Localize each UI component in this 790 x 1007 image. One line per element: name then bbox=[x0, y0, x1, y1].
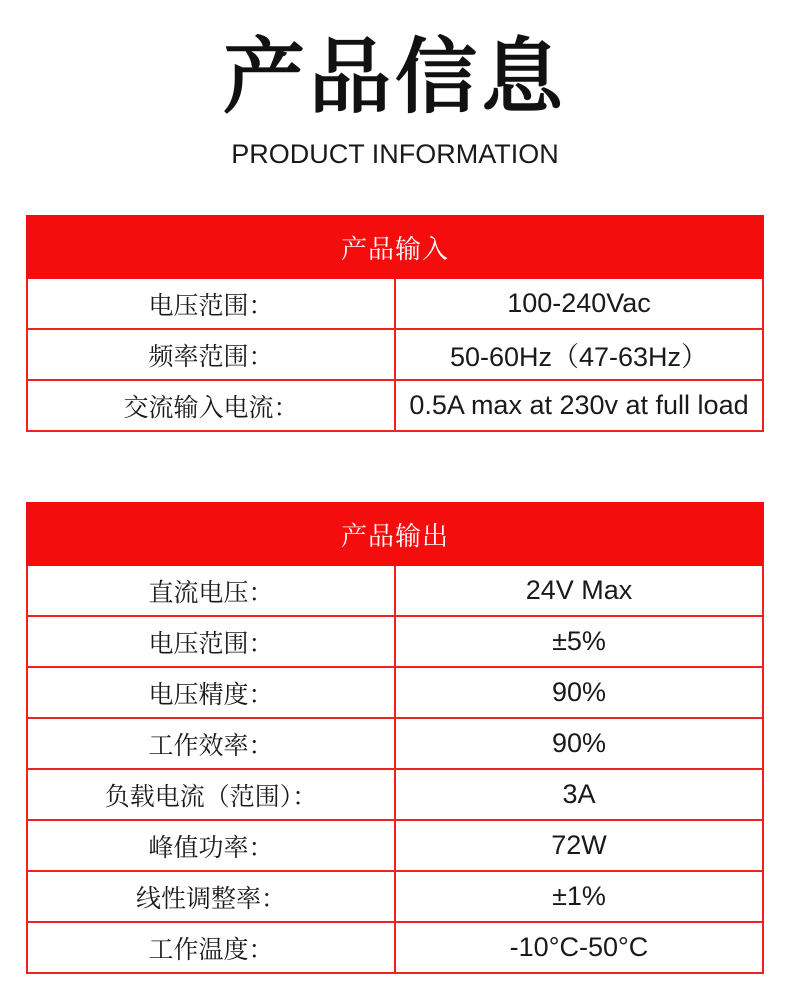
spec-value: -10°C-50°C bbox=[395, 922, 763, 973]
spec-label: 交流输入电流： bbox=[27, 380, 395, 431]
table-row bbox=[27, 616, 763, 667]
table-row bbox=[27, 667, 763, 718]
spec-value: ±1% bbox=[395, 871, 763, 922]
table-header-row bbox=[27, 216, 763, 278]
table-row bbox=[27, 718, 763, 769]
spec-value: 0.5A max at 230v at full load bbox=[395, 380, 763, 431]
spec-value: 90% bbox=[395, 718, 763, 769]
spec-label: 工作效率： bbox=[27, 718, 395, 769]
spec-label: 电压范围： bbox=[27, 278, 395, 329]
table-row bbox=[27, 278, 763, 329]
spec-label: 峰值功率： bbox=[27, 820, 395, 871]
table-row bbox=[27, 565, 763, 616]
spec-label: 负载电流（范围）： bbox=[27, 769, 395, 820]
spec-value: ±5% bbox=[395, 616, 763, 667]
table-row bbox=[27, 871, 763, 922]
input-section-header: 产品输入 bbox=[27, 216, 763, 278]
spec-label: 线性调整率： bbox=[27, 871, 395, 922]
table-row bbox=[27, 769, 763, 820]
spec-label: 工作温度： bbox=[27, 922, 395, 973]
table-row bbox=[27, 329, 763, 380]
output-spec-table bbox=[26, 502, 764, 974]
table-row bbox=[27, 922, 763, 973]
spec-value: 90% bbox=[395, 667, 763, 718]
spec-value: 24V Max bbox=[395, 565, 763, 616]
spec-label: 电压精度： bbox=[27, 667, 395, 718]
table-header-row bbox=[27, 503, 763, 565]
table-row bbox=[27, 820, 763, 871]
spec-value: 50-60Hz（47-63Hz） bbox=[395, 329, 763, 380]
output-section-header: 产品输出 bbox=[27, 503, 763, 565]
page-title: 产品信息 bbox=[222, 30, 567, 125]
spec-label: 直流电压： bbox=[27, 565, 395, 616]
table-row bbox=[27, 380, 763, 431]
page-subtitle: PRODUCT INFORMATION bbox=[231, 139, 559, 169]
spec-label: 电压范围： bbox=[27, 616, 395, 667]
spec-value: 100-240Vac bbox=[395, 278, 763, 329]
spec-value: 72W bbox=[395, 820, 763, 871]
spec-value: 3A bbox=[395, 769, 763, 820]
input-spec-table bbox=[26, 215, 764, 432]
spec-label: 频率范围： bbox=[27, 329, 395, 380]
